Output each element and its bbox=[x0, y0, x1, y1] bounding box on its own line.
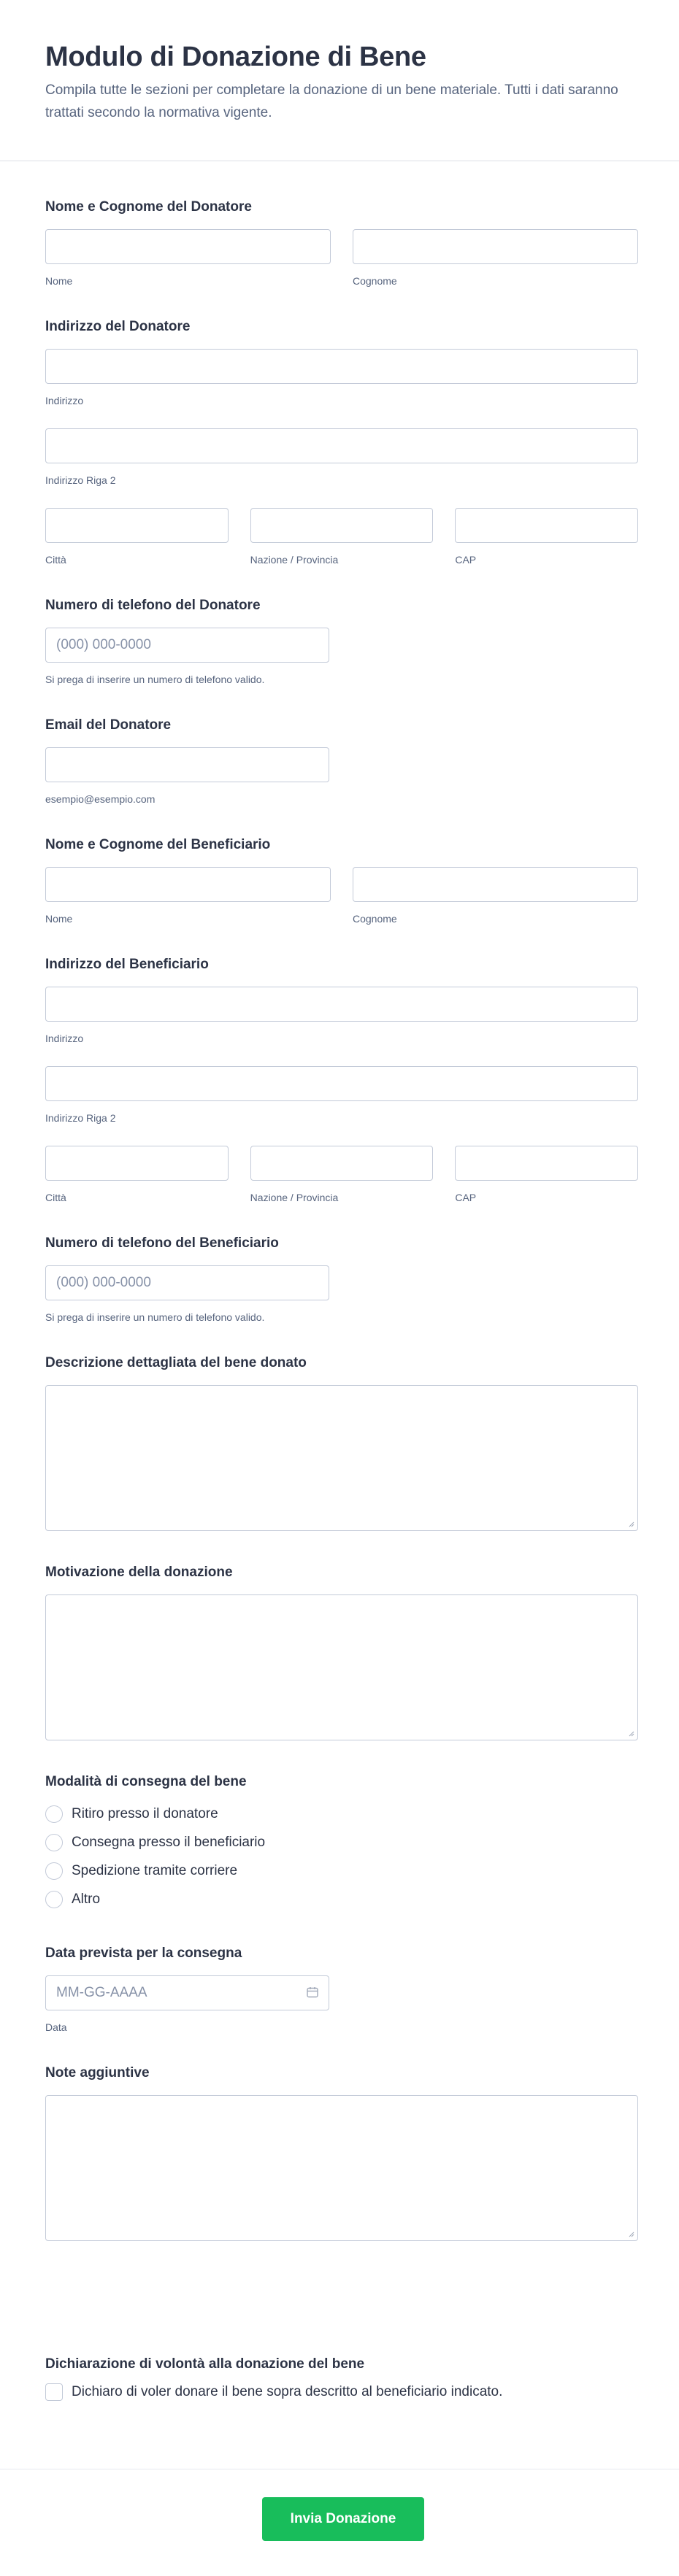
resize-grip-icon[interactable] bbox=[627, 1520, 634, 1527]
declaration-label: Dichiarazione di volontà alla donazione del bene bbox=[45, 2356, 365, 2372]
calendar-icon[interactable] bbox=[306, 1986, 319, 1999]
delivery-date-label: Data prevista per la consegna bbox=[45, 1946, 242, 1961]
donor-zip-sublabel: CAP bbox=[455, 554, 477, 566]
donor-email-question bbox=[45, 717, 638, 806]
beneficiary-address-line1-sublabel: Indirizzo bbox=[45, 1033, 84, 1044]
delivery-date-input[interactable]: MM-GG-AAAA bbox=[45, 1975, 329, 2010]
beneficiary-first-name-sublabel: Nome bbox=[45, 913, 73, 925]
beneficiary-last-name-sublabel: Cognome bbox=[353, 913, 397, 925]
delivery-option-beneficiary[interactable] bbox=[45, 1828, 638, 1856]
form-header bbox=[0, 0, 679, 161]
radio-button[interactable] bbox=[45, 1805, 63, 1823]
beneficiary-city-input[interactable] bbox=[45, 1146, 229, 1181]
donor-email-sublabel: esempio@esempio.com bbox=[45, 793, 156, 805]
delivery-option-label: Altro bbox=[72, 1891, 101, 1907]
delivery-option-label: Consegna presso il beneficiario bbox=[72, 1834, 266, 1850]
donor-address-line2-input[interactable] bbox=[45, 428, 638, 463]
declaration-checkbox[interactable] bbox=[45, 2383, 63, 2401]
beneficiary-phone-question bbox=[45, 1235, 638, 1324]
notes-textarea[interactable] bbox=[45, 2095, 638, 2241]
beneficiary-phone-label: Numero di telefono del Beneficiario bbox=[45, 1235, 279, 1251]
description-textarea[interactable] bbox=[45, 1385, 638, 1531]
delivery-option-other[interactable] bbox=[45, 1885, 638, 1913]
resize-grip-icon[interactable] bbox=[627, 1729, 634, 1737]
donor-first-name-sublabel: Nome bbox=[45, 275, 73, 287]
donor-city-input[interactable] bbox=[45, 508, 229, 543]
donor-address-line1-sublabel: Indirizzo bbox=[45, 395, 84, 406]
beneficiary-zip-sublabel: CAP bbox=[455, 1192, 477, 1203]
page-title: Modulo di Donazione di Bene bbox=[45, 42, 426, 72]
form-footer bbox=[0, 2469, 679, 2576]
delivery-option-label: Spedizione tramite corriere bbox=[72, 1862, 238, 1878]
notes-label: Note aggiuntive bbox=[45, 2065, 150, 2081]
declaration-checkbox-label: Dichiaro di voler donare il bene sopra descritto al beneficiario indicato. bbox=[72, 2383, 503, 2399]
motivation-label: Motivazione della donazione bbox=[45, 1565, 233, 1580]
radio-button[interactable] bbox=[45, 1862, 63, 1880]
donor-name-label: Nome e Cognome del Donatore bbox=[45, 199, 252, 215]
resize-grip-icon[interactable] bbox=[627, 2230, 634, 2237]
beneficiary-region-sublabel: Nazione / Provincia bbox=[250, 1192, 339, 1203]
beneficiary-address-line2-sublabel: Indirizzo Riga 2 bbox=[45, 1112, 116, 1124]
delivery-option-courier[interactable] bbox=[45, 1856, 638, 1885]
beneficiary-zip-input[interactable] bbox=[455, 1146, 638, 1181]
donor-region-input[interactable] bbox=[250, 508, 434, 543]
beneficiary-last-name-input[interactable] bbox=[353, 867, 638, 902]
page-subtitle: Compila tutte le sezioni per completare la donazione di un bene materiale. Tutti i dati saranno trattati secondo la normativa vigente. bbox=[45, 82, 618, 120]
donor-email-label: Email del Donatore bbox=[45, 717, 172, 733]
notes-question bbox=[45, 2064, 638, 2241]
donor-first-name-input[interactable] bbox=[45, 229, 331, 264]
beneficiary-name-question bbox=[45, 836, 638, 925]
donor-last-name-input[interactable] bbox=[353, 229, 638, 264]
donor-address-line2-sublabel: Indirizzo Riga 2 bbox=[45, 474, 116, 486]
submit-button[interactable]: Invia Donazione bbox=[262, 2497, 424, 2541]
radio-button[interactable] bbox=[45, 1891, 63, 1908]
donor-phone-input[interactable]: (000) 000-0000 bbox=[45, 628, 329, 663]
donor-city-sublabel: Città bbox=[45, 554, 66, 566]
donor-name-question bbox=[45, 198, 638, 288]
declaration-checkbox-row[interactable] bbox=[45, 2378, 638, 2406]
description-label: Descrizione dettagliata del bene donato bbox=[45, 1355, 307, 1370]
delivery-method-question bbox=[45, 1773, 638, 1913]
delivery-option-label: Ritiro presso il donatore bbox=[72, 1805, 218, 1821]
delivery-option-pickup[interactable] bbox=[45, 1800, 638, 1828]
form-body bbox=[0, 198, 679, 2406]
radio-button[interactable] bbox=[45, 1834, 63, 1851]
beneficiary-address-line1-input[interactable] bbox=[45, 987, 638, 1022]
donor-region-sublabel: Nazione / Provincia bbox=[250, 554, 339, 566]
beneficiary-city-sublabel: Città bbox=[45, 1192, 66, 1203]
donor-last-name-sublabel: Cognome bbox=[353, 275, 397, 287]
beneficiary-address-line2-input[interactable] bbox=[45, 1066, 638, 1101]
motivation-question bbox=[45, 1564, 638, 1740]
beneficiary-phone-input[interactable]: (000) 000-0000 bbox=[45, 1265, 329, 1300]
donor-zip-input[interactable] bbox=[455, 508, 638, 543]
declaration-question bbox=[45, 2356, 638, 2406]
donor-phone-sublabel: Si prega di inserire un numero di telefono valido. bbox=[45, 674, 265, 685]
beneficiary-phone-sublabel: Si prega di inserire un numero di telefono valido. bbox=[45, 1311, 265, 1323]
beneficiary-address-question bbox=[45, 956, 638, 1204]
donor-address-line1-input[interactable] bbox=[45, 349, 638, 384]
beneficiary-region-input[interactable] bbox=[250, 1146, 434, 1181]
beneficiary-name-label: Nome e Cognome del Beneficiario bbox=[45, 837, 271, 852]
donor-email-input[interactable] bbox=[45, 747, 329, 782]
donor-phone-question bbox=[45, 597, 638, 686]
beneficiary-first-name-input[interactable] bbox=[45, 867, 331, 902]
donor-address-label: Indirizzo del Donatore bbox=[45, 319, 191, 334]
motivation-textarea[interactable] bbox=[45, 1594, 638, 1740]
delivery-date-sublabel: Data bbox=[45, 2021, 67, 2033]
delivery-date-question bbox=[45, 1945, 638, 2034]
delivery-method-label: Modalità di consegna del bene bbox=[45, 1774, 247, 1789]
beneficiary-address-label: Indirizzo del Beneficiario bbox=[45, 957, 209, 972]
donor-address-question bbox=[45, 318, 638, 566]
donor-phone-label: Numero di telefono del Donatore bbox=[45, 598, 261, 613]
description-question bbox=[45, 1354, 638, 1531]
delivery-options bbox=[45, 1800, 638, 1913]
